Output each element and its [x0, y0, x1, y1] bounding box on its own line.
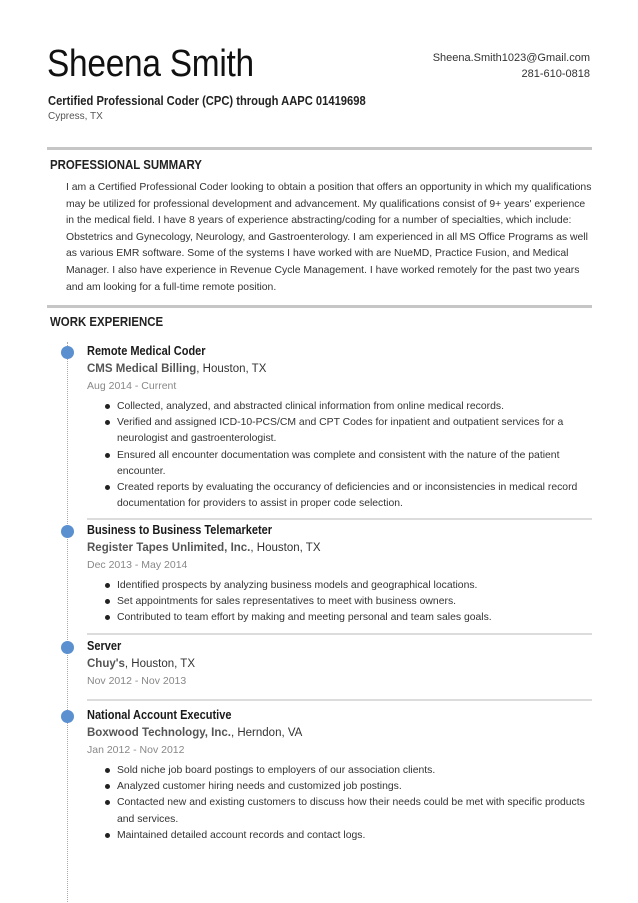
- job-bullet: Identified prospects by analyzing business models and geographical locations.: [117, 578, 597, 594]
- timeline-dot: [61, 710, 74, 723]
- email-link[interactable]: Sheena.Smith1023@Gmail.com: [432, 52, 590, 64]
- summary-heading: PROFESSIONAL SUMMARY: [50, 157, 202, 172]
- job-bullet: Created reports by evaluating the occurancy of deficiencies and or inconsistencies in medical record documentation for providers to assist in proper code selection.: [117, 480, 597, 512]
- job-divider: [87, 518, 592, 520]
- job-bullets: [87, 578, 597, 627]
- job-bullets: [87, 399, 597, 512]
- job-title: Server: [87, 639, 122, 653]
- job-title: Business to Business Telemarketer: [87, 523, 273, 537]
- job-dates: Jan 2012 - Nov 2012: [87, 744, 185, 756]
- contact-block: [433, 50, 590, 82]
- candidate-location: Cypress, TX: [48, 111, 103, 122]
- job-location: , Houston, TX: [196, 363, 267, 375]
- section-divider: [47, 147, 592, 150]
- candidate-title: Certified Professional Coder (CPC) through AAPC 01419698: [48, 93, 366, 108]
- timeline-dot: [61, 346, 74, 359]
- job-entry: [87, 342, 597, 512]
- timeline-dot: [61, 641, 74, 654]
- timeline-dot: [61, 525, 74, 538]
- job-bullet: Contributed to team effort by making and meeting personal and team sales goals.: [117, 610, 597, 626]
- section-divider: [47, 305, 592, 308]
- job-company: CMS Medical Billing: [87, 363, 197, 375]
- job-entry: [87, 637, 597, 690]
- job-bullet: Set appointments for sales representatives to meet with business owners.: [117, 594, 597, 610]
- job-bullet: Maintained detailed account records and contact logs.: [117, 828, 597, 844]
- job-bullet: Analyzed customer hiring needs and customized job postings.: [117, 779, 597, 795]
- job-dates: Dec 2013 - May 2014: [87, 559, 188, 571]
- job-location: , Houston, TX: [124, 658, 195, 670]
- job-dates: Aug 2014 - Current: [87, 380, 177, 392]
- job-entry: [87, 706, 597, 844]
- candidate-name: Sheena Smith: [47, 43, 254, 85]
- job-location: , Houston, TX: [250, 542, 321, 554]
- job-title: National Account Executive: [87, 708, 232, 722]
- phone-number: 281-610-0818: [521, 68, 590, 80]
- job-company-line: [87, 655, 597, 673]
- job-bullet: Verified and assigned ICD-10-PCS/CM and CPT Codes for inpatient and outpatient services for a neurologist and gastroenterologist.: [117, 415, 597, 447]
- job-company: Register Tapes Unlimited, Inc.: [87, 542, 251, 554]
- job-company-line: [87, 539, 597, 557]
- job-title: Remote Medical Coder: [87, 344, 206, 358]
- job-bullets: [87, 763, 597, 844]
- job-bullet: Collected, analyzed, and abstracted clinical information from online medical records.: [117, 399, 597, 415]
- job-bullet: Contacted new and existing customers to discuss how their needs could be met with specific products and services.: [117, 795, 597, 827]
- job-divider: [87, 699, 592, 701]
- job-company: Chuy's: [87, 658, 125, 670]
- job-company: Boxwood Technology, Inc.: [87, 727, 231, 739]
- job-entry: [87, 521, 597, 627]
- job-location: , Herndon, VA: [230, 727, 303, 739]
- job-company-line: [87, 724, 597, 742]
- experience-heading: WORK EXPERIENCE: [50, 314, 164, 329]
- job-divider: [87, 633, 592, 635]
- summary-text: I am a Certified Professional Coder looking to obtain a position that offers an opportunity in which my qualifications may be utilized for professional development and advancement. My qualifications consist of 9+ years' experience in the medical field. I have 8 years of experience abstracting/coding for a number of specialties, which include: Obstetrics and Gynecology, Neurology, and Gastroenterology. I am experienced in all MS Office Programs as well as various EMR software. Some of the systems I have worked with are NueMD, Practice Fusion, and Medical Manager. I also have experience in Revenue Cycle Management. I have worked remotely for the past two years and am looking for a full-time remote position.: [66, 182, 592, 293]
- job-bullet: Ensured all encounter documentation was complete and consistent with the nature of the patient encounter.: [117, 448, 597, 480]
- job-bullet: Sold niche job board postings to employers of our association clients.: [117, 763, 597, 779]
- job-company-line: [87, 360, 597, 378]
- job-dates: Nov 2012 - Nov 2013: [87, 675, 187, 687]
- timeline-line: [67, 342, 68, 902]
